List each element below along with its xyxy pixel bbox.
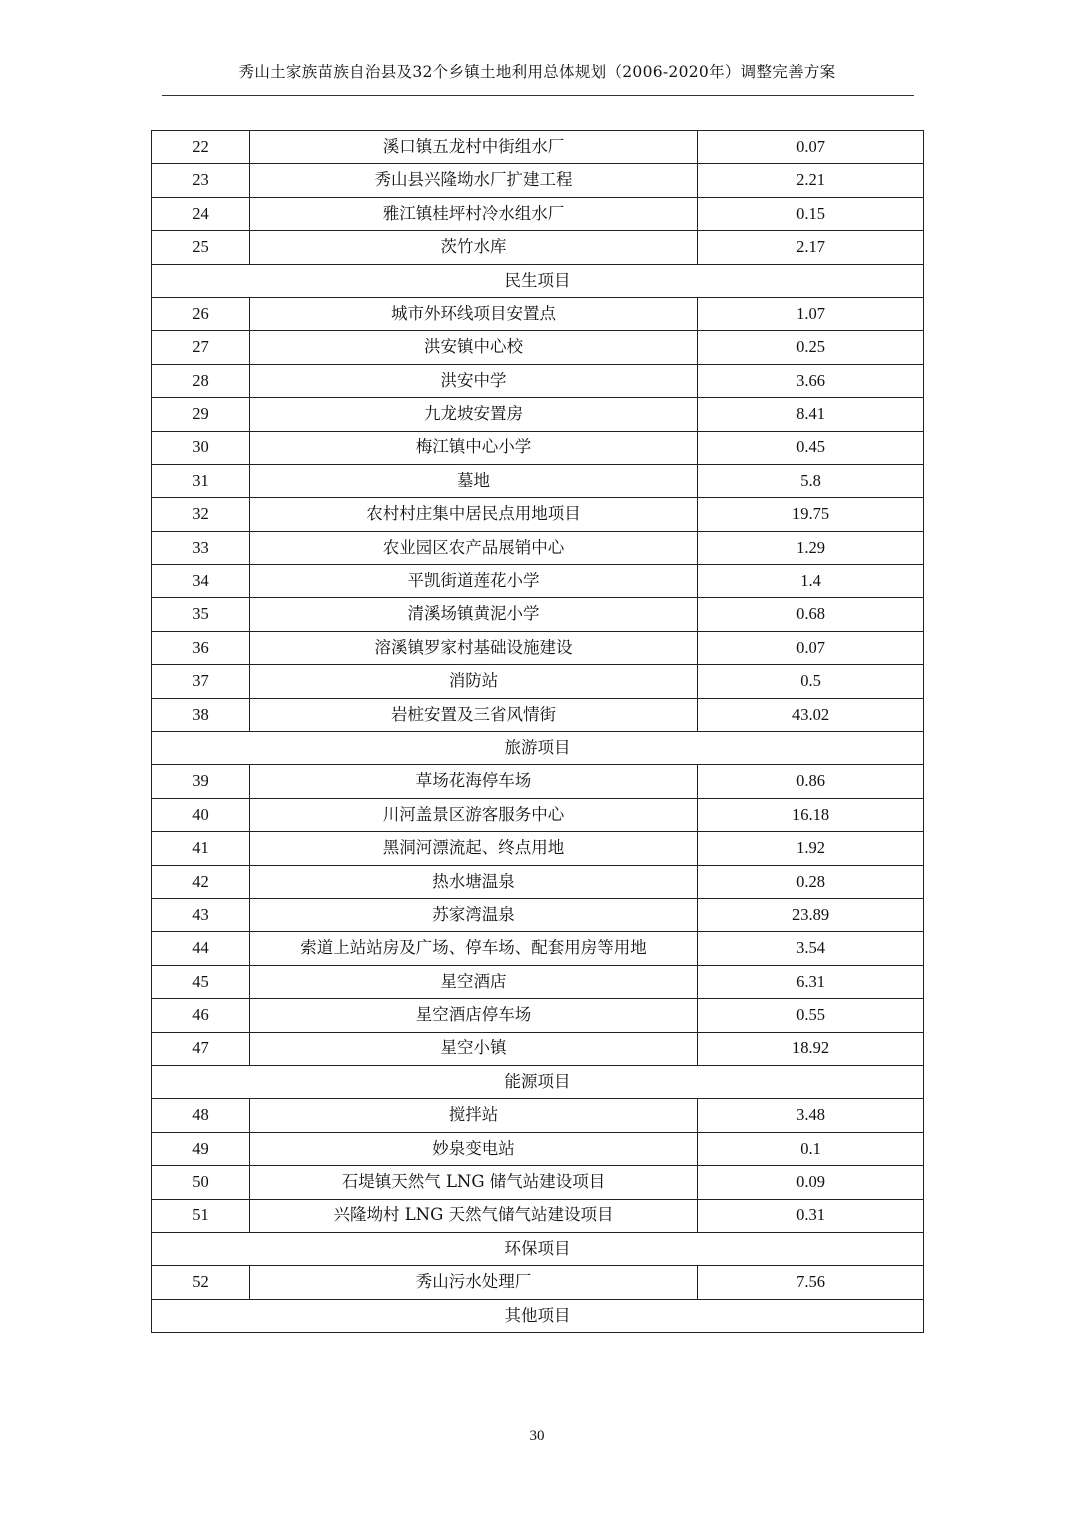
project-name: 岩桩安置及三省风情街 bbox=[250, 698, 698, 731]
row-number: 50 bbox=[152, 1166, 250, 1199]
row-number: 22 bbox=[152, 131, 250, 164]
project-name: 兴隆坳村 LNG 天然气储气站建设项目 bbox=[250, 1199, 698, 1232]
section-title: 其他项目 bbox=[152, 1299, 924, 1332]
project-name: 索道上站站房及广场、停车场、配套用房等用地 bbox=[250, 932, 698, 965]
row-number: 32 bbox=[152, 498, 250, 531]
area-value: 0.55 bbox=[698, 999, 924, 1032]
row-number: 36 bbox=[152, 631, 250, 664]
row-number: 47 bbox=[152, 1032, 250, 1065]
area-value: 0.07 bbox=[698, 131, 924, 164]
project-name: 搅拌站 bbox=[250, 1099, 698, 1132]
table-row bbox=[152, 1199, 924, 1232]
area-value: 5.8 bbox=[698, 464, 924, 497]
project-name: 热水塘温泉 bbox=[250, 865, 698, 898]
table-body bbox=[152, 131, 924, 1333]
row-number: 51 bbox=[152, 1199, 250, 1232]
row-number: 43 bbox=[152, 898, 250, 931]
table-row bbox=[152, 665, 924, 698]
area-value: 18.92 bbox=[698, 1032, 924, 1065]
area-value: 0.31 bbox=[698, 1199, 924, 1232]
table-row bbox=[152, 1132, 924, 1165]
project-name: 消防站 bbox=[250, 665, 698, 698]
area-value: 19.75 bbox=[698, 498, 924, 531]
section-header-row bbox=[152, 264, 924, 297]
project-name: 九龙坡安置房 bbox=[250, 398, 698, 431]
project-name: 溶溪镇罗家村基础设施建设 bbox=[250, 631, 698, 664]
area-value: 7.56 bbox=[698, 1266, 924, 1299]
row-number: 35 bbox=[152, 598, 250, 631]
area-value: 43.02 bbox=[698, 698, 924, 731]
area-value: 8.41 bbox=[698, 398, 924, 431]
table-row bbox=[152, 197, 924, 230]
land-use-project-table bbox=[151, 130, 924, 1333]
project-name: 星空酒店 bbox=[250, 965, 698, 998]
table-row bbox=[152, 431, 924, 464]
row-number: 26 bbox=[152, 297, 250, 330]
project-name: 洪安镇中心校 bbox=[250, 331, 698, 364]
area-value: 1.29 bbox=[698, 531, 924, 564]
row-number: 45 bbox=[152, 965, 250, 998]
project-name: 妙泉变电站 bbox=[250, 1132, 698, 1165]
row-number: 30 bbox=[152, 431, 250, 464]
table-row bbox=[152, 164, 924, 197]
section-title: 能源项目 bbox=[152, 1065, 924, 1098]
table-row bbox=[152, 398, 924, 431]
table-row bbox=[152, 698, 924, 731]
table-row bbox=[152, 498, 924, 531]
table-row bbox=[152, 765, 924, 798]
area-value: 3.54 bbox=[698, 932, 924, 965]
area-value: 23.89 bbox=[698, 898, 924, 931]
row-number: 42 bbox=[152, 865, 250, 898]
project-name: 溪口镇五龙村中街组水厂 bbox=[250, 131, 698, 164]
row-number: 52 bbox=[152, 1266, 250, 1299]
area-value: 1.07 bbox=[698, 297, 924, 330]
table-row bbox=[152, 965, 924, 998]
area-value: 1.4 bbox=[698, 565, 924, 598]
table-row bbox=[152, 1166, 924, 1199]
row-number: 44 bbox=[152, 932, 250, 965]
section-title: 民生项目 bbox=[152, 264, 924, 297]
project-name: 石堤镇天然气 LNG 储气站建设项目 bbox=[250, 1166, 698, 1199]
page-header-title: 秀山土家族苗族自治县及32个乡镇土地利用总体规划（2006-2020年）调整完善方案 bbox=[238, 63, 836, 81]
section-title: 环保项目 bbox=[152, 1232, 924, 1265]
project-name: 茨竹水库 bbox=[250, 231, 698, 264]
area-value: 2.17 bbox=[698, 231, 924, 264]
project-name: 雅江镇桂坪村冷水组水厂 bbox=[250, 197, 698, 230]
project-name: 平凯街道莲花小学 bbox=[250, 565, 698, 598]
table-row bbox=[152, 865, 924, 898]
row-number: 24 bbox=[152, 197, 250, 230]
section-header-row bbox=[152, 1065, 924, 1098]
area-value: 0.86 bbox=[698, 765, 924, 798]
table-row bbox=[152, 798, 924, 831]
row-number: 48 bbox=[152, 1099, 250, 1132]
table-row bbox=[152, 1032, 924, 1065]
table-row bbox=[152, 631, 924, 664]
section-header-row bbox=[152, 1232, 924, 1265]
project-name: 梅江镇中心小学 bbox=[250, 431, 698, 464]
table-row bbox=[152, 932, 924, 965]
project-name: 农村村庄集中居民点用地项目 bbox=[250, 498, 698, 531]
row-number: 38 bbox=[152, 698, 250, 731]
area-value: 16.18 bbox=[698, 798, 924, 831]
table-row bbox=[152, 565, 924, 598]
area-value: 0.28 bbox=[698, 865, 924, 898]
row-number: 40 bbox=[152, 798, 250, 831]
row-number: 33 bbox=[152, 531, 250, 564]
project-name: 墓地 bbox=[250, 464, 698, 497]
row-number: 46 bbox=[152, 999, 250, 1032]
table-row bbox=[152, 1099, 924, 1132]
area-value: 0.68 bbox=[698, 598, 924, 631]
table-row bbox=[152, 898, 924, 931]
area-value: 0.09 bbox=[698, 1166, 924, 1199]
table-row bbox=[152, 231, 924, 264]
project-name: 星空酒店停车场 bbox=[250, 999, 698, 1032]
table-row bbox=[152, 331, 924, 364]
area-value: 0.25 bbox=[698, 331, 924, 364]
project-name: 黑洞河漂流起、终点用地 bbox=[250, 832, 698, 865]
row-number: 34 bbox=[152, 565, 250, 598]
row-number: 37 bbox=[152, 665, 250, 698]
row-number: 39 bbox=[152, 765, 250, 798]
table-row bbox=[152, 832, 924, 865]
section-title: 旅游项目 bbox=[152, 732, 924, 765]
row-number: 41 bbox=[152, 832, 250, 865]
row-number: 23 bbox=[152, 164, 250, 197]
table-row bbox=[152, 999, 924, 1032]
header-divider bbox=[162, 95, 914, 96]
area-value: 2.21 bbox=[698, 164, 924, 197]
area-value: 0.45 bbox=[698, 431, 924, 464]
area-value: 6.31 bbox=[698, 965, 924, 998]
table-row bbox=[152, 531, 924, 564]
project-name: 城市外环线项目安置点 bbox=[250, 297, 698, 330]
area-value: 0.15 bbox=[698, 197, 924, 230]
row-number: 31 bbox=[152, 464, 250, 497]
row-number: 27 bbox=[152, 331, 250, 364]
project-name: 秀山污水处理厂 bbox=[250, 1266, 698, 1299]
project-name: 秀山县兴隆坳水厂扩建工程 bbox=[250, 164, 698, 197]
area-value: 0.07 bbox=[698, 631, 924, 664]
row-number: 49 bbox=[152, 1132, 250, 1165]
project-name: 川河盖景区游客服务中心 bbox=[250, 798, 698, 831]
project-name: 清溪场镇黄泥小学 bbox=[250, 598, 698, 631]
row-number: 25 bbox=[152, 231, 250, 264]
area-value: 0.1 bbox=[698, 1132, 924, 1165]
table-row bbox=[152, 131, 924, 164]
table-row bbox=[152, 364, 924, 397]
row-number: 29 bbox=[152, 398, 250, 431]
table-row bbox=[152, 1266, 924, 1299]
section-header-row bbox=[152, 732, 924, 765]
area-value: 3.66 bbox=[698, 364, 924, 397]
project-name: 星空小镇 bbox=[250, 1032, 698, 1065]
area-value: 1.92 bbox=[698, 832, 924, 865]
project-name: 洪安中学 bbox=[250, 364, 698, 397]
project-name: 草场花海停车场 bbox=[250, 765, 698, 798]
area-value: 3.48 bbox=[698, 1099, 924, 1132]
section-header-row bbox=[152, 1299, 924, 1332]
table-row bbox=[152, 598, 924, 631]
table-row bbox=[152, 464, 924, 497]
project-name: 农业园区农产品展销中心 bbox=[250, 531, 698, 564]
page-number: 30 bbox=[529, 1428, 545, 1444]
project-name: 苏家湾温泉 bbox=[250, 898, 698, 931]
table-row bbox=[152, 297, 924, 330]
row-number: 28 bbox=[152, 364, 250, 397]
area-value: 0.5 bbox=[698, 665, 924, 698]
